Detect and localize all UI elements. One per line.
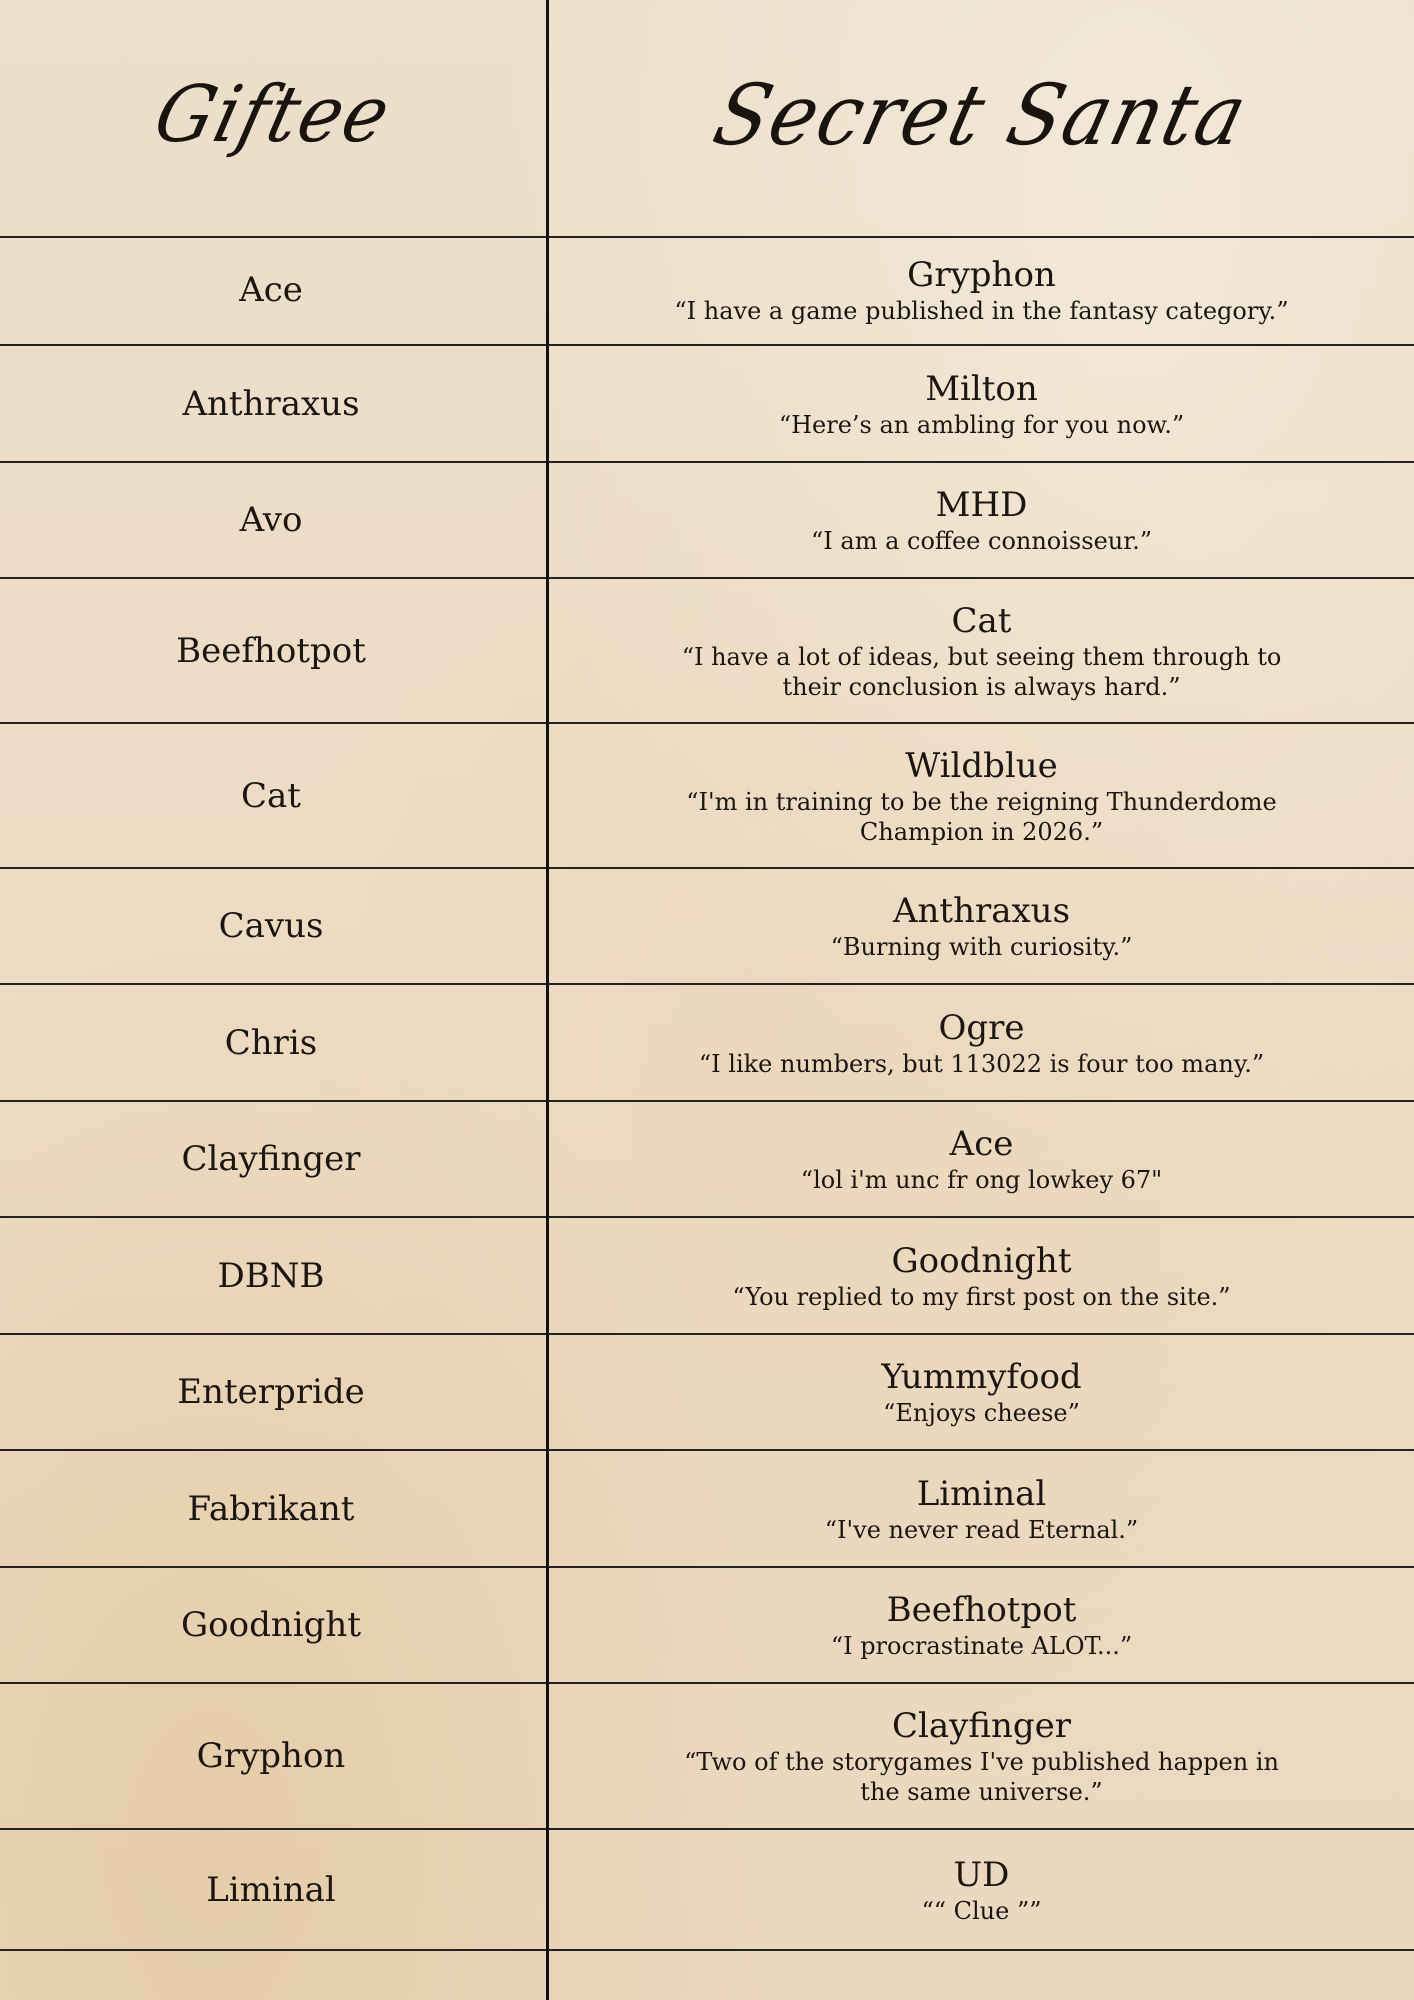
santa-name: Ogre xyxy=(938,1007,1025,1048)
santa-clue: “I like numbers, but 113022 is four too many.” xyxy=(698,1049,1265,1078)
santa-clue: “I have a lot of ideas, but seeing them through to their conclusion is always hard.” xyxy=(681,642,1282,701)
santa-name: Liminal xyxy=(916,1473,1047,1514)
santa-clue: “I procrastinate ALOT...” xyxy=(830,1632,1133,1660)
santa-cell xyxy=(549,236,1414,344)
table-row xyxy=(0,1830,1414,1951)
giftee-name: Clayfinger xyxy=(181,1139,361,1179)
giftee-name: Anthraxus xyxy=(182,383,360,424)
santa-clue: “I've never read Eternal.” xyxy=(824,1515,1139,1544)
table-row xyxy=(0,579,1414,724)
santa-name: Yummyfood xyxy=(881,1357,1082,1397)
column-divider xyxy=(546,0,549,2000)
santa-clue: “Here’s an ambling for you now.” xyxy=(778,410,1185,439)
santa-clue: “Two of the storygames I've published happen in the same universe.” xyxy=(684,1748,1279,1806)
table-row xyxy=(0,1568,1414,1684)
santa-cell xyxy=(549,1335,1414,1449)
giftee-name: Chris xyxy=(224,1022,318,1063)
santa-cell xyxy=(549,724,1414,867)
table-row xyxy=(0,985,1414,1102)
giftee-name: Liminal xyxy=(206,1869,336,1910)
giftee-name: Goodnight xyxy=(181,1605,361,1645)
santa-clue: “I have a game published in the fantasy category.” xyxy=(674,297,1289,325)
santa-clue: ““ Clue ”” xyxy=(921,1896,1042,1925)
santa-name: Cat xyxy=(951,600,1012,641)
santa-cell xyxy=(549,1102,1414,1216)
table-row xyxy=(0,346,1414,463)
santa-cell xyxy=(549,346,1414,461)
santa-cell xyxy=(549,579,1414,722)
table-row xyxy=(0,869,1414,985)
santa-clue: “lol i'm unc fr ong lowkey 67" xyxy=(800,1166,1163,1194)
table-row xyxy=(0,1335,1414,1451)
santa-clue: “You replied to my first post on the site.” xyxy=(732,1282,1231,1311)
secret-santa-column-title: Secret Santa xyxy=(705,66,1258,164)
santa-name: Milton xyxy=(925,368,1038,409)
table-row xyxy=(0,1102,1414,1218)
santa-name: Clayfinger xyxy=(891,1706,1072,1746)
giftee-name: Cat xyxy=(241,775,301,816)
table-row xyxy=(0,724,1414,869)
table-row xyxy=(0,1218,1414,1335)
giftee-name: Enterpride xyxy=(177,1372,365,1412)
table-row xyxy=(0,1451,1414,1568)
giftee-name: DBNB xyxy=(217,1255,325,1296)
giftee-name: Ace xyxy=(239,270,303,310)
santa-clue: “I am a coffee connoisseur.” xyxy=(811,527,1152,555)
giftee-name: Fabrikant xyxy=(187,1488,355,1529)
santa-cell xyxy=(549,869,1414,983)
giftee-name: Cavus xyxy=(218,906,324,946)
santa-cell xyxy=(549,1684,1414,1828)
santa-name: Wildblue xyxy=(905,745,1058,786)
santa-name: Gryphon xyxy=(907,255,1056,295)
santa-name: UD xyxy=(953,1854,1010,1895)
giftee-column-title: Giftee xyxy=(145,70,401,160)
santa-name: Goodnight xyxy=(891,1240,1072,1281)
giftee-name: Beefhotpot xyxy=(176,630,366,671)
santa-clue: “Burning with curiosity.” xyxy=(830,933,1133,961)
santa-name: Anthraxus xyxy=(892,891,1071,931)
santa-cell xyxy=(549,985,1414,1100)
table-row xyxy=(0,463,1414,579)
santa-cell xyxy=(549,463,1414,577)
santa-clue: “I'm in training to be the reigning Thunderdome Champion in 2026.” xyxy=(686,787,1277,846)
giftee-name: Gryphon xyxy=(196,1736,346,1776)
santa-cell xyxy=(549,1830,1414,1949)
santa-name: Ace xyxy=(949,1124,1014,1164)
table-row xyxy=(0,236,1414,346)
giftee-name: Avo xyxy=(239,500,303,540)
table-header xyxy=(0,0,1414,238)
santa-cell xyxy=(549,1451,1414,1566)
table-row xyxy=(0,1684,1414,1830)
santa-name: MHD xyxy=(935,485,1028,525)
santa-cell xyxy=(549,1568,1414,1682)
santa-cell xyxy=(549,1218,1414,1333)
santa-clue: “Enjoys cheese” xyxy=(883,1399,1080,1427)
santa-name: Beefhotpot xyxy=(886,1590,1077,1630)
